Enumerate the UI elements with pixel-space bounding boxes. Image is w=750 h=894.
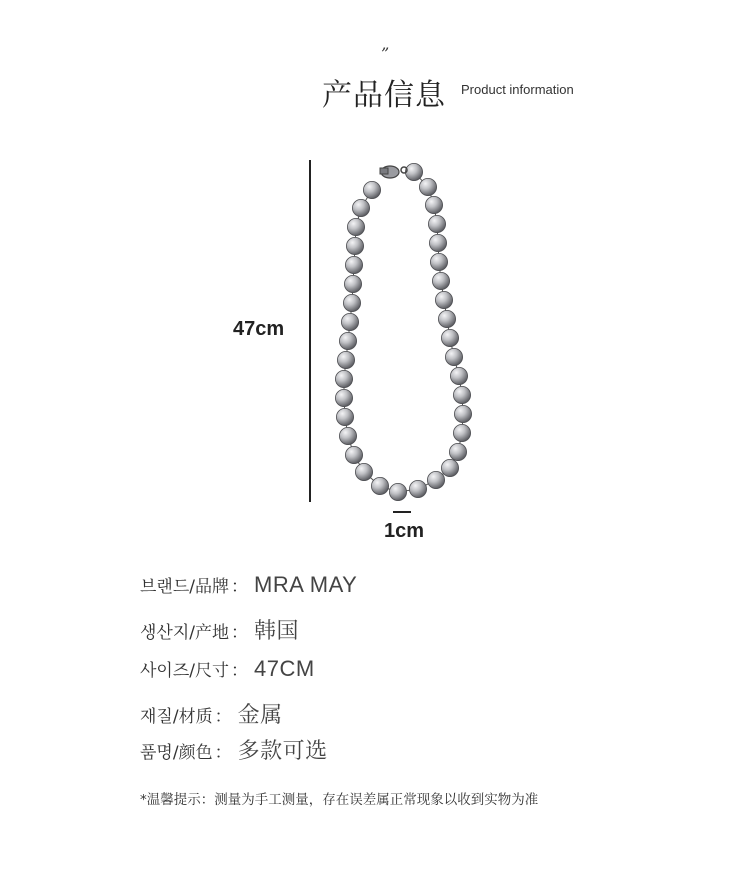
pearl-bead — [419, 178, 436, 195]
spec-label: 품명/颜色 — [140, 743, 213, 763]
pearl-bead — [428, 215, 445, 232]
pearl-bead — [432, 272, 449, 289]
decorative-quote-mark: ” — [381, 44, 390, 63]
spec-label: 재질/材质 — [140, 707, 213, 727]
spec-row-color — [140, 734, 328, 765]
pearl-bead — [449, 443, 466, 460]
pearl-necklace-icon — [320, 150, 490, 510]
clasp-icon — [380, 166, 407, 178]
pearl-bead — [347, 218, 364, 235]
pearl-bead — [453, 386, 470, 403]
spec-row-material — [140, 698, 283, 729]
pearl-bead — [425, 196, 442, 213]
length-dimension-label: 47cm — [233, 318, 285, 340]
pearl-bead — [339, 427, 356, 444]
pearl-bead — [337, 351, 354, 368]
pearl-bead — [346, 237, 363, 254]
spec-value: MRA MAY — [254, 572, 358, 597]
spec-label: 사이즈/尺寸 — [140, 661, 229, 681]
spec-row-size — [140, 656, 315, 682]
pearl-bead — [405, 163, 422, 180]
section-subtitle: Product information — [461, 82, 574, 97]
pearl-bead — [441, 459, 458, 476]
pearl-bead — [343, 294, 360, 311]
spec-colon: ： — [214, 707, 232, 727]
section-title: 产品信息 — [322, 78, 446, 113]
pearl-bead — [445, 348, 462, 365]
spec-value: 47CM — [254, 656, 315, 681]
spec-label: 생산지/产地 — [140, 623, 229, 643]
spec-row-origin — [140, 614, 299, 645]
spec-value: 多款可选 — [237, 739, 328, 764]
pearl-bead — [438, 310, 455, 327]
spec-colon: ： — [231, 623, 248, 643]
measurement-note: *温馨提示：测量为手工测量，存在误差属正常现象以收到实物为准 — [140, 792, 539, 808]
pearl-bead — [345, 446, 362, 463]
pearl-bead — [453, 424, 470, 441]
pearl-bead — [335, 389, 352, 406]
bead-dimension-line — [393, 511, 411, 513]
spec-colon: ： — [231, 577, 248, 597]
spec-label: 브랜드/品牌 — [140, 577, 229, 597]
pearl-bead — [441, 329, 458, 346]
pearl-bead — [345, 256, 362, 273]
spec-colon: ： — [214, 743, 232, 763]
pearl-bead — [335, 370, 352, 387]
pearl-bead — [389, 483, 406, 500]
bead-dimension-label: 1cm — [384, 520, 425, 542]
pearl-bead — [336, 408, 353, 425]
pearl-bead — [454, 405, 471, 422]
pearl-bead — [339, 332, 356, 349]
pearl-bead — [430, 253, 447, 270]
pearl-bead — [409, 480, 426, 497]
pearl-bead — [355, 463, 372, 480]
pearl-bead — [435, 291, 452, 308]
spec-value: 韩国 — [254, 619, 300, 644]
pearl-bead — [344, 275, 361, 292]
length-dimension-line — [309, 160, 311, 502]
spec-row-brand — [140, 572, 357, 598]
pearl-bead — [450, 367, 467, 384]
spec-value: 金属 — [237, 703, 283, 728]
pearl-bead — [371, 477, 388, 494]
pearl-bead — [352, 199, 369, 216]
spec-colon: ： — [231, 661, 248, 681]
pearl-bead — [427, 471, 444, 488]
pearl-bead — [341, 313, 358, 330]
pearl-bead — [429, 234, 446, 251]
pearl-bead — [363, 181, 380, 198]
